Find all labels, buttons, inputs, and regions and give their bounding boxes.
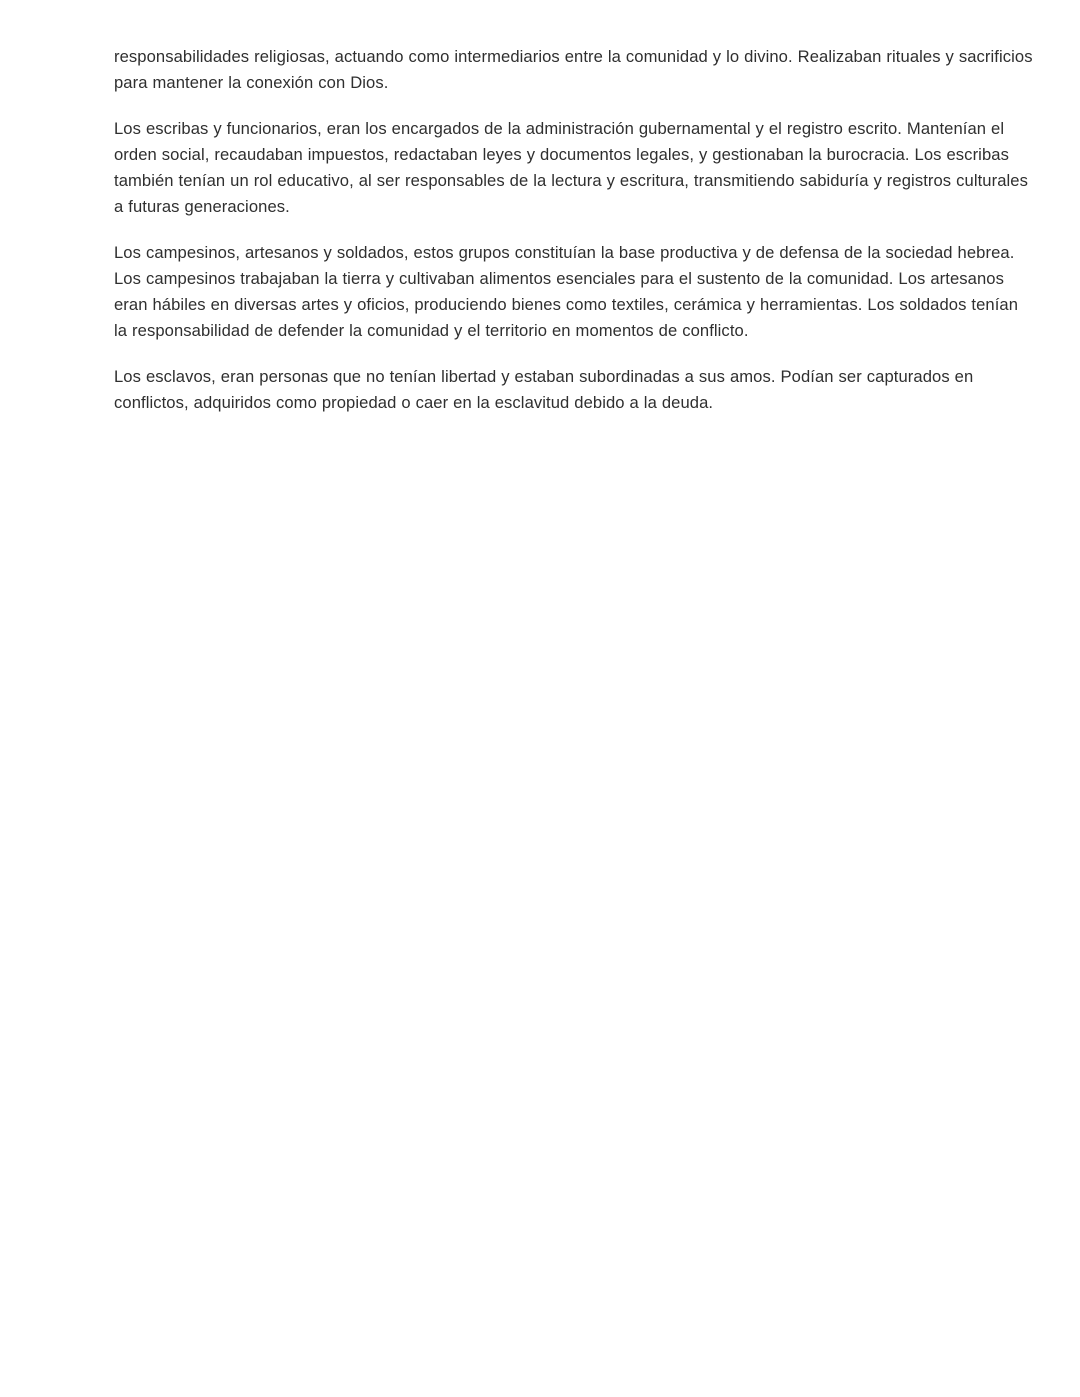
- body-paragraph: Los esclavos, eran personas que no tenían libertad y estaban subordinadas a sus amos. Podían ser capturados en conflictos, adquiridos como propiedad o caer en la esclavitud debido a la deuda.: [114, 367, 974, 412]
- body-paragraph: Los escribas y funcionarios, eran los encargados de la administración gubernamental y el registro escrito. Mantenían el orden social, recaudaban impuestos, redactaban leyes y documentos legales, y gestionaban la burocracia. Los escribas también tenían un rol educativo, al ser responsables de la lectura y escritura, transmitiendo sabiduría y registros culturales a futuras generaciones.: [114, 119, 1028, 216]
- document-text-column: [114, 44, 1034, 416]
- body-paragraph: Los campesinos, artesanos y soldados, estos grupos constituían la base productiva y de defensa de la sociedad hebrea. Los campesinos trabajaban la tierra y cultivaban alimentos esenciales para el sustento de la comunidad. Los artesanos eran hábiles en diversas artes y oficios, produciendo bienes como textiles, cerámica y herramientas. Los soldados tenían la responsabilidad de defender la comunidad y el territorio en momentos de conflicto.: [114, 243, 1019, 340]
- body-paragraph: responsabilidades religiosas, actuando como intermediarios entre la comunidad y lo divino. Realizaban rituales y sacrificios para mantener la conexión con Dios.: [114, 47, 1033, 92]
